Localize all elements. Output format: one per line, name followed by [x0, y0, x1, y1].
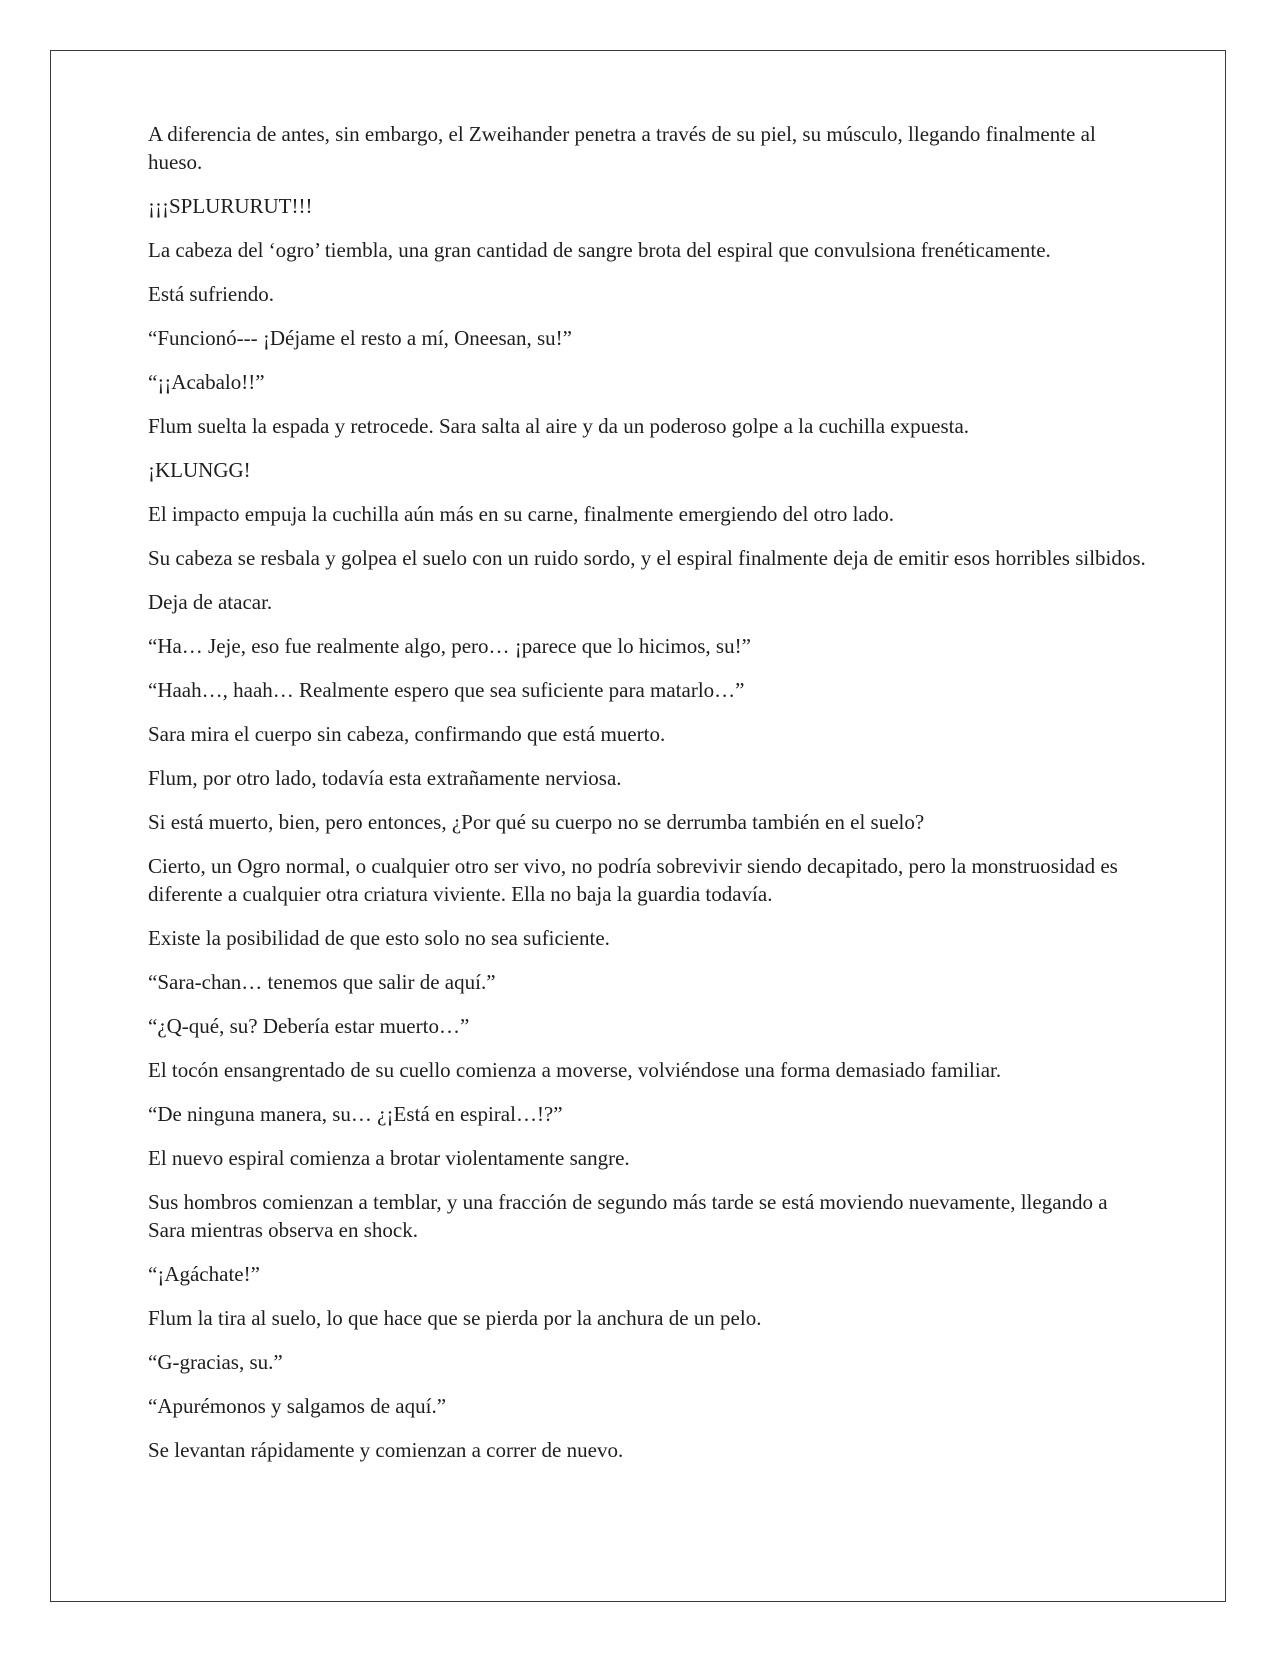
paragraph: ¡¡¡SPLURURUT!!! [148, 194, 313, 218]
paragraph: La cabeza del ‘ogro’ tiembla, una gran cantidad de sangre brota del espiral que convulsiona frenéticamente. [148, 238, 1051, 262]
paragraph: Flum, por otro lado, todavía esta extrañamente nerviosa. [148, 766, 622, 790]
paragraph: Existe la posibilidad de que esto solo no sea suficiente. [148, 926, 610, 950]
paragraph: El tocón ensangrentado de su cuello comienza a moverse, volviéndose una forma demasiado familiar. [148, 1058, 1002, 1082]
paragraph: “¡¡Acabalo!!” [148, 370, 265, 394]
paragraph: “Haah…, haah… Realmente espero que sea suficiente para matarlo…” [148, 678, 745, 702]
paragraph: “Sara-chan… tenemos que salir de aquí.” [148, 970, 496, 994]
paragraph: Sus hombros comienzan a temblar, y una fracción de segundo más tarde se está moviendo nuevamente, llegando a Sara mientras observa en shock. [148, 1190, 1108, 1242]
paragraph: Si está muerto, bien, pero entonces, ¿Por qué su cuerpo no se derrumba también en el suelo? [148, 810, 925, 834]
paragraph: A diferencia de antes, sin embargo, el Zweihander penetra a través de su piel, su músculo, llegando finalmente al hueso. [148, 122, 1096, 174]
paragraph: “¿Q-qué, su? Debería estar muerto…” [148, 1014, 470, 1038]
paragraph: “Ha… Jeje, eso fue realmente algo, pero… ¡parece que lo hicimos, su!” [148, 634, 751, 658]
paragraph: Se levantan rápidamente y comienzan a correr de nuevo. [148, 1438, 624, 1462]
paragraph: Flum la tira al suelo, lo que hace que se pierda por la anchura de un pelo. [148, 1306, 762, 1330]
paragraph: Su cabeza se resbala y golpea el suelo con un ruido sordo, y el espiral finalmente deja de emitir esos horribles silbidos. [148, 546, 1146, 570]
paragraph: Está sufriendo. [148, 282, 274, 306]
paragraph: El impacto empuja la cuchilla aún más en su carne, finalmente emergiendo del otro lado. [148, 502, 895, 526]
document-page [50, 50, 1226, 1602]
paragraph: “De ninguna manera, su… ¿¡Está en espiral…!?” [148, 1102, 563, 1126]
paragraph: Sara mira el cuerpo sin cabeza, confirmando que está muerto. [148, 722, 666, 746]
paragraph: Flum suelta la espada y retrocede. Sara salta al aire y da un poderoso golpe a la cuchilla expuesta. [148, 414, 970, 438]
paragraph: “Apurémonos y salgamos de aquí.” [148, 1394, 447, 1418]
paragraph: ¡KLUNGG! [148, 458, 251, 482]
page-body [148, 120, 1148, 1480]
paragraph: “Funcionó--- ¡Déjame el resto a mí, Oneesan, su!” [148, 326, 572, 350]
paragraph: “G-gracias, su.” [148, 1350, 283, 1374]
paragraph: Cierto, un Ogro normal, o cualquier otro ser vivo, no podría sobrevivir siendo decapitado, pero la monstruosidad es diferente a cualquier otra criatura viviente. Ella no baja la guardia todavía. [148, 854, 1118, 906]
paragraph: “¡Agáchate!” [148, 1262, 260, 1286]
paragraph: Deja de atacar. [148, 590, 273, 614]
paragraph: El nuevo espiral comienza a brotar violentamente sangre. [148, 1146, 630, 1170]
